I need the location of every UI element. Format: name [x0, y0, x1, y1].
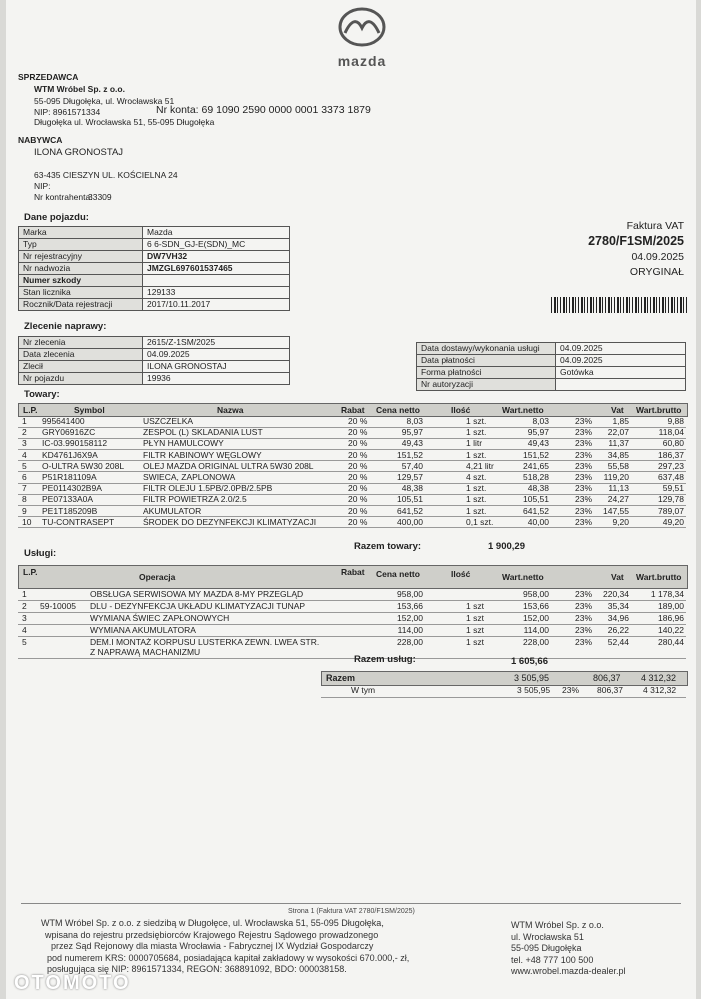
order-row [19, 361, 290, 373]
goods-cell-symbol: PE1T185209B [42, 505, 98, 516]
goods-cell-symbol: GRY06916ZC [42, 427, 96, 438]
seller-name: WTM Wróbel Sp. z o.o. [34, 84, 125, 94]
goods-cell-rabat: 20 % [348, 460, 368, 471]
goods-cell-rabat: 20 % [348, 494, 368, 505]
order-row [19, 349, 290, 361]
goods-row [18, 494, 686, 506]
goods-cell-net: 518,28 [523, 472, 549, 482]
goods-cell-gross: 9,88 [667, 416, 684, 426]
goods-cell-name: ŚRODEK DO DEZYNFEKCJI KLIMATYZACJI [143, 516, 317, 527]
goods-cell-name: OLEJ MAZDA ORIGINAL ULTRA 5W30 208L [143, 460, 314, 471]
payment-label: Data płatności [417, 355, 556, 367]
goods-cell-qty: 4,21 litr [466, 460, 494, 471]
summary-sub-label: W tym [351, 685, 376, 695]
summary-net: 3 505,95 [514, 673, 550, 683]
col-qty: Ilość [451, 569, 471, 579]
col-gross: Wart.brutto [636, 405, 682, 415]
goods-cell-rabat: 20 % [348, 449, 368, 460]
goods-cell-symbol: PE07133A0A [42, 494, 94, 505]
goods-row [18, 461, 686, 473]
goods-cell-lp: 9 [22, 505, 27, 516]
order-label: Data zlecenia [19, 349, 143, 361]
goods-cell-name: SWIECA, ZAPLONOWA [143, 472, 236, 482]
buyer-heading: NABYWCA [18, 135, 63, 145]
vehicle-value: 6 6-SDN_GJ-E(SDN)_MC [143, 239, 290, 251]
vehicle-row [19, 275, 290, 287]
col-lp: L.P. [23, 405, 38, 415]
service-cell-vat: 52,44 [607, 637, 629, 647]
summary-gross: 4 312,32 [641, 673, 677, 683]
goods-cell-rabat: 20 % [348, 483, 368, 494]
footer-line: posługująca się NIP: 8961571334, REGON: 368891092, BDO: 000038158. [47, 964, 347, 974]
order-label: Nr zlecenia [19, 337, 143, 349]
goods-cell-qty: 4 szt. [466, 472, 487, 482]
goods-cell-vat: 1,85 [612, 416, 629, 426]
footer-page-info: Strona 1 (Faktura VAT 2780/F1SM/2025) [288, 908, 415, 915]
col-net: Wart.netto [502, 405, 544, 415]
vehicle-heading: Dane pojazdu: [24, 212, 89, 223]
goods-row [18, 450, 686, 462]
invoice-type: Faktura VAT [626, 220, 684, 232]
goods-cell-vat_rate: 23% [575, 438, 593, 449]
goods-cell-lp: 10 [22, 516, 32, 527]
vehicle-label: Marka [19, 227, 143, 239]
payment-row [417, 367, 686, 379]
vehicle-value: DW7VH32 [143, 251, 290, 263]
payment-value: Gotówka [556, 367, 686, 379]
goods-row [18, 517, 686, 529]
col-gross: Wart.brutto [636, 572, 682, 582]
goods-cell-net: 95,97 [527, 427, 549, 438]
payment-value [556, 379, 686, 391]
goods-cell-vat_rate: 23% [575, 460, 593, 471]
service-cell-name: WYMIANA ŚWIEC ZAPŁONOWYCH [90, 613, 230, 623]
vehicle-value: JMZGL697601537465 [143, 263, 290, 275]
goods-row [18, 472, 686, 484]
order-value: 19936 [143, 373, 290, 385]
goods-cell-lp: 6 [22, 472, 27, 482]
vehicle-value: 2017/10.11.2017 [143, 299, 290, 311]
goods-cell-price: 105,51 [397, 494, 423, 505]
goods-cell-net: 151,52 [523, 449, 549, 460]
goods-cell-qty: 1 szt. [466, 416, 487, 426]
service-cell-gross: 189,00 [658, 601, 684, 611]
vehicle-value [143, 275, 290, 287]
service-cell-vat: 220,34 [603, 589, 629, 599]
service-cell-price: 114,00 [397, 625, 423, 635]
footer-divider [21, 903, 681, 904]
service-cell-net: 958,00 [523, 589, 549, 599]
service-cell-vat_rate: 23% [575, 601, 593, 611]
service-cell-name: WYMIANA AKUMULATORA [90, 625, 196, 635]
invoice-number: 2780/F1SM/2025 [588, 234, 684, 248]
goods-cell-vat: 119,20 [603, 472, 629, 482]
goods-cell-rabat: 20 % [348, 516, 368, 527]
goods-cell-vat_rate: 23% [575, 505, 593, 516]
services-total-value: 1 605,66 [511, 656, 548, 667]
goods-cell-qty: 1 szt. [466, 505, 487, 516]
service-cell-qty: 1 szt [466, 613, 484, 623]
goods-cell-qty: 0,1 szt. [466, 516, 494, 527]
services-heading: Usługi: [24, 548, 57, 559]
invoice-page [6, 0, 696, 999]
vehicle-label: Numer szkody [19, 275, 143, 287]
goods-cell-symbol: IC-03.990158112 [42, 438, 108, 449]
goods-cell-vat: 11,37 [608, 438, 629, 449]
vehicle-label: Nr nadwozia [19, 263, 143, 275]
goods-cell-net: 241,65 [523, 460, 549, 471]
goods-cell-lp: 4 [22, 449, 27, 460]
service-row [18, 613, 686, 625]
goods-cell-price: 129,57 [397, 472, 423, 482]
goods-total-label: Razem towary: [354, 541, 422, 552]
vehicle-row [19, 239, 290, 251]
payment-value: 04.09.2025 [556, 343, 686, 355]
goods-cell-net: 49,43 [527, 438, 549, 449]
vehicle-row [19, 227, 290, 239]
summary-vat-breakdown-row [321, 685, 686, 698]
footer-contact [511, 920, 626, 978]
goods-cell-gross: 129,78 [658, 494, 684, 505]
footer-company-info [41, 918, 409, 976]
goods-cell-net: 48,38 [527, 483, 549, 494]
service-cell-gross: 186,96 [658, 613, 684, 623]
goods-cell-vat_rate: 23% [575, 494, 593, 505]
service-cell-gross: 1 178,34 [650, 589, 684, 599]
goods-cell-rabat: 20 % [348, 438, 368, 449]
goods-cell-lp: 3 [22, 438, 27, 449]
summary-label: Razem [326, 673, 356, 683]
service-cell-name: DLU - DEZYNFEKCJA UKŁADU KLIMATYZACJI TUNAP [90, 601, 306, 611]
goods-cell-price: 48,38 [401, 483, 423, 494]
goods-cell-gross: 186,37 [658, 449, 684, 460]
service-cell-name: DEM.I MONTAŻ KORPUSU LUSTERKA ZEWN. LWEA STR. [90, 637, 320, 647]
service-cell-vat_rate: 23% [575, 589, 593, 599]
summary-sub-net: 3 505,95 [517, 685, 551, 695]
goods-row [18, 427, 686, 439]
goods-cell-gross: 118,04 [658, 427, 684, 438]
payment-row [417, 343, 686, 355]
goods-cell-qty: 1 szt. [466, 483, 487, 494]
goods-cell-vat: 147,55 [603, 505, 629, 516]
goods-cell-net: 40,00 [527, 516, 549, 527]
payment-row [417, 379, 686, 391]
col-net: Wart.netto [502, 572, 544, 582]
payment-table [416, 342, 686, 391]
service-cell-net: 114,00 [523, 625, 549, 635]
goods-cell-lp: 5 [22, 460, 27, 471]
buyer-nip: NIP: [34, 181, 51, 191]
goods-cell-qty: 1 szt. [466, 494, 487, 505]
vehicle-table [18, 226, 290, 311]
goods-row [18, 483, 686, 495]
goods-cell-vat_rate: 23% [575, 449, 593, 460]
goods-cell-vat_rate: 23% [575, 483, 593, 494]
service-cell-vat: 26,22 [607, 625, 629, 635]
service-cell-price: 228,00 [397, 637, 423, 647]
order-value: 2615/Z-1SM/2025 [143, 337, 290, 349]
footer-contact-line: ul. Wrocławska 51 [511, 931, 584, 942]
footer-line: przez Sąd Rejonowy dla miasta Wrocławia - Fabrycznej IX Wydział Gospodarczy [51, 941, 374, 951]
goods-cell-price: 641,52 [397, 505, 423, 516]
col-lp: L.P. [23, 567, 38, 577]
goods-cell-name: ZESPOL (L) SKLADANIA LUST [143, 427, 263, 438]
service-cell-price: 958,00 [397, 589, 423, 599]
barcode [551, 297, 689, 313]
service-cell-lp: 2 [22, 601, 27, 611]
goods-cell-price: 400,00 [397, 516, 423, 527]
col-price: Cena netto [376, 405, 420, 415]
goods-cell-name: FILTR OLEJU 1.5PB/2.0PB/2.5PB [143, 483, 273, 494]
goods-cell-gross: 637,48 [658, 472, 684, 482]
goods-cell-vat: 9,20 [612, 516, 629, 527]
footer-contact-line: WTM Wróbel Sp. z o.o. [511, 920, 604, 930]
summary-sub-rate: 23% [562, 685, 580, 695]
footer-line: WTM Wróbel Sp. z o.o. z siedzibą w Długołęce, ul. Wrocławska 51, 55-095 Długołęka, [41, 918, 384, 928]
col-vat: Vat [611, 572, 624, 582]
goods-cell-gross: 789,07 [658, 505, 684, 516]
goods-cell-symbol: 995641400 [42, 416, 85, 426]
payment-value: 04.09.2025 [556, 355, 686, 367]
seller-nip: NIP: 8961571334 [34, 107, 101, 117]
service-cell-lp: 5 [22, 637, 27, 647]
footer-website-link[interactable]: www.wrobel.mazda-dealer.pl [511, 966, 626, 976]
service-cell-qty: 1 szt [466, 625, 484, 635]
goods-row [18, 416, 686, 428]
order-value: ILONA GRONOSTAJ [143, 361, 290, 373]
service-cell-lp: 3 [22, 613, 27, 623]
goods-heading: Towary: [24, 389, 60, 400]
goods-cell-symbol: P51R181109A [42, 472, 97, 482]
goods-cell-name: PŁYN HAMULCOWY [143, 438, 224, 449]
col-name: Nazwa [217, 405, 244, 415]
service-cell-vat_rate: 23% [575, 613, 593, 623]
service-cell-vat: 35,34 [607, 601, 629, 611]
goods-cell-lp: 8 [22, 494, 27, 505]
goods-cell-rabat: 20 % [348, 427, 368, 438]
otomoto-watermark: OTOMOTO [14, 972, 131, 994]
goods-cell-name: FILTR POWIETRZA 2.0/2.5 [143, 494, 247, 505]
invoice-date: 04.09.2025 [631, 251, 684, 263]
payment-label: Data dostawy/wykonania usługi [417, 343, 556, 355]
goods-cell-price: 57,40 [401, 460, 423, 471]
order-label: Nr pojazdu [19, 373, 143, 385]
footer-line: wpisana do rejestru przedsiębiorców Krajowego Rejestru Sądowego prowadzonego [45, 929, 379, 940]
goods-cell-symbol: TU-CONTRASEPT [42, 516, 115, 527]
seller-place: Długołęka ul. Wrocławska 51, 55-095 Długołęka [34, 117, 215, 127]
order-heading: Zlecenie naprawy: [24, 321, 107, 332]
service-row [18, 625, 686, 637]
summary-vat: 806,37 [593, 673, 621, 683]
goods-cell-symbol: PE0114302B9A [42, 483, 102, 494]
goods-cell-price: 95,97 [401, 427, 423, 438]
service-cell-vat_rate: 23% [575, 625, 593, 635]
col-symbol: Symbol [74, 405, 105, 415]
goods-cell-rabat: 20 % [348, 505, 368, 516]
goods-total-value: 1 900,29 [488, 541, 525, 552]
buyer-name: ILONA GRONOSTAJ [34, 147, 124, 158]
goods-cell-net: 8,03 [532, 416, 549, 426]
vehicle-label: Typ [19, 239, 143, 251]
goods-cell-gross: 60,80 [662, 438, 684, 449]
summary-sub-vat: 806,37 [597, 685, 623, 695]
col-price: Cena netto [376, 569, 420, 579]
goods-cell-lp: 1 [22, 416, 27, 426]
service-row [18, 601, 686, 613]
col-qty: Ilość [451, 405, 471, 415]
order-row [19, 337, 290, 349]
service-cell-price: 153,66 [397, 601, 423, 611]
goods-cell-vat_rate: 23% [575, 472, 593, 482]
summary-sub-gross: 4 312,32 [643, 685, 677, 695]
seller-heading: SPRZEDAWCA [18, 72, 79, 82]
service-cell-vat_rate: 23% [575, 637, 593, 647]
mazda-wordmark: mazda [337, 53, 387, 69]
service-cell-code: 59-10005 [40, 601, 76, 611]
goods-cell-net: 105,51 [523, 494, 549, 505]
goods-cell-vat_rate: 23% [575, 416, 593, 426]
service-cell-lp: 4 [22, 625, 27, 635]
footer-contact-line: 55-095 Długołęka [511, 943, 582, 953]
goods-cell-name: USZCZELKA [143, 416, 194, 426]
col-operation: Operacja [139, 572, 176, 582]
order-table [18, 336, 290, 385]
goods-cell-rabat: 20 % [348, 416, 368, 426]
col-rabat: Rabat [341, 405, 365, 415]
goods-cell-vat: 55,58 [607, 460, 629, 471]
vehicle-label: Stan licznika [19, 287, 143, 299]
mazda-logo [326, 6, 398, 68]
goods-cell-lp: 2 [22, 427, 27, 438]
services-total-label: Razem usług: [354, 654, 416, 665]
service-cell-net: 228,00 [523, 637, 549, 647]
buyer-contractor-label: Nr kontrahenta: [34, 192, 93, 202]
vehicle-label: Nr rejestracyjny [19, 251, 143, 263]
payment-row [417, 355, 686, 367]
payment-label: Forma płatności [417, 367, 556, 379]
summary-row [321, 671, 688, 686]
seller-address: 55-095 Długołęka, ul. Wrocławska 51 [34, 96, 175, 106]
service-cell-vat: 34,96 [607, 613, 629, 623]
seller-account: Nr konta: 69 1090 2590 0000 0001 3373 1879 [156, 104, 371, 116]
goods-cell-vat_rate: 23% [575, 427, 593, 438]
goods-cell-lp: 7 [22, 483, 27, 494]
goods-cell-price: 151,52 [397, 449, 423, 460]
vehicle-row [19, 251, 290, 263]
goods-header-row [18, 403, 688, 417]
goods-row [18, 506, 686, 518]
goods-cell-vat_rate: 23% [575, 516, 593, 527]
service-cell-price: 152,00 [397, 613, 423, 623]
service-cell-name: OBSŁUGA SERWISOWA MY MAZDA 8-MY PRZEGLĄD [90, 589, 304, 599]
goods-cell-qty: 1 szt. [466, 427, 487, 438]
service-cell-net: 153,66 [523, 601, 549, 611]
col-rabat: Rabat [341, 567, 365, 577]
service-cell-qty: 1 szt [466, 637, 484, 647]
buyer-address: 63-435 CIESZYN UL. KOŚCIELNA 24 [34, 170, 178, 180]
vehicle-row [19, 263, 290, 275]
invoice-copy-label: ORYGINAŁ [629, 266, 684, 278]
footer-contact-line: tel. +48 777 100 500 [511, 954, 594, 965]
vehicle-label: Rocznik/Data rejestracji [19, 299, 143, 311]
vehicle-row [19, 287, 290, 299]
goods-cell-name: FILTR KABINOWY WĘGLOWY [143, 449, 262, 460]
service-row [18, 589, 686, 601]
goods-cell-symbol: KD4761J6X9A [42, 449, 98, 460]
goods-cell-vat: 24,27 [607, 494, 629, 505]
goods-cell-qty: 1 litr [466, 438, 483, 449]
mazda-emblem-icon [337, 6, 387, 48]
goods-cell-net: 641,52 [523, 505, 549, 516]
payment-label: Nr autoryzacji [417, 379, 556, 391]
vehicle-value: 129133 [143, 287, 290, 299]
goods-cell-gross: 297,23 [658, 460, 684, 471]
buyer-contractor-number: 33309 [88, 192, 112, 202]
goods-cell-price: 49,43 [401, 438, 423, 449]
order-row [19, 373, 290, 385]
goods-cell-gross: 49,20 [662, 516, 684, 527]
service-cell-net: 152,00 [523, 613, 549, 623]
services-header-row [18, 565, 688, 589]
service-cell-gross: 280,44 [658, 637, 684, 647]
col-vat: Vat [611, 405, 624, 415]
footer-line: pod numerem KRS: 0000705684, posiadająca kapitał zakładowy w wysokości 670.000,- zł, [47, 952, 410, 963]
goods-cell-vat: 22,07 [607, 427, 629, 438]
goods-row [18, 438, 686, 450]
service-cell-qty: 1 szt [466, 601, 484, 611]
goods-cell-rabat: 20 % [348, 472, 368, 482]
order-label: Zlecił [19, 361, 143, 373]
vehicle-value: Mazda [143, 227, 290, 239]
service-cell-name-line2: Z NAPRAWĄ MACHANIZMU [90, 647, 201, 657]
goods-cell-vat: 34,85 [607, 449, 629, 460]
service-row [18, 637, 686, 659]
goods-cell-gross: 59,51 [662, 483, 684, 494]
vehicle-row [19, 299, 290, 311]
goods-cell-price: 8,03 [406, 416, 423, 426]
service-cell-lp: 1 [22, 589, 27, 599]
service-cell-gross: 140,22 [658, 625, 684, 635]
order-value: 04.09.2025 [143, 349, 290, 361]
goods-cell-qty: 1 szt. [466, 449, 487, 460]
goods-cell-vat: 11,13 [608, 483, 629, 494]
goods-cell-symbol: O-ULTRA 5W30 208L [42, 460, 125, 471]
goods-cell-name: AKUMULATOR [143, 505, 202, 516]
